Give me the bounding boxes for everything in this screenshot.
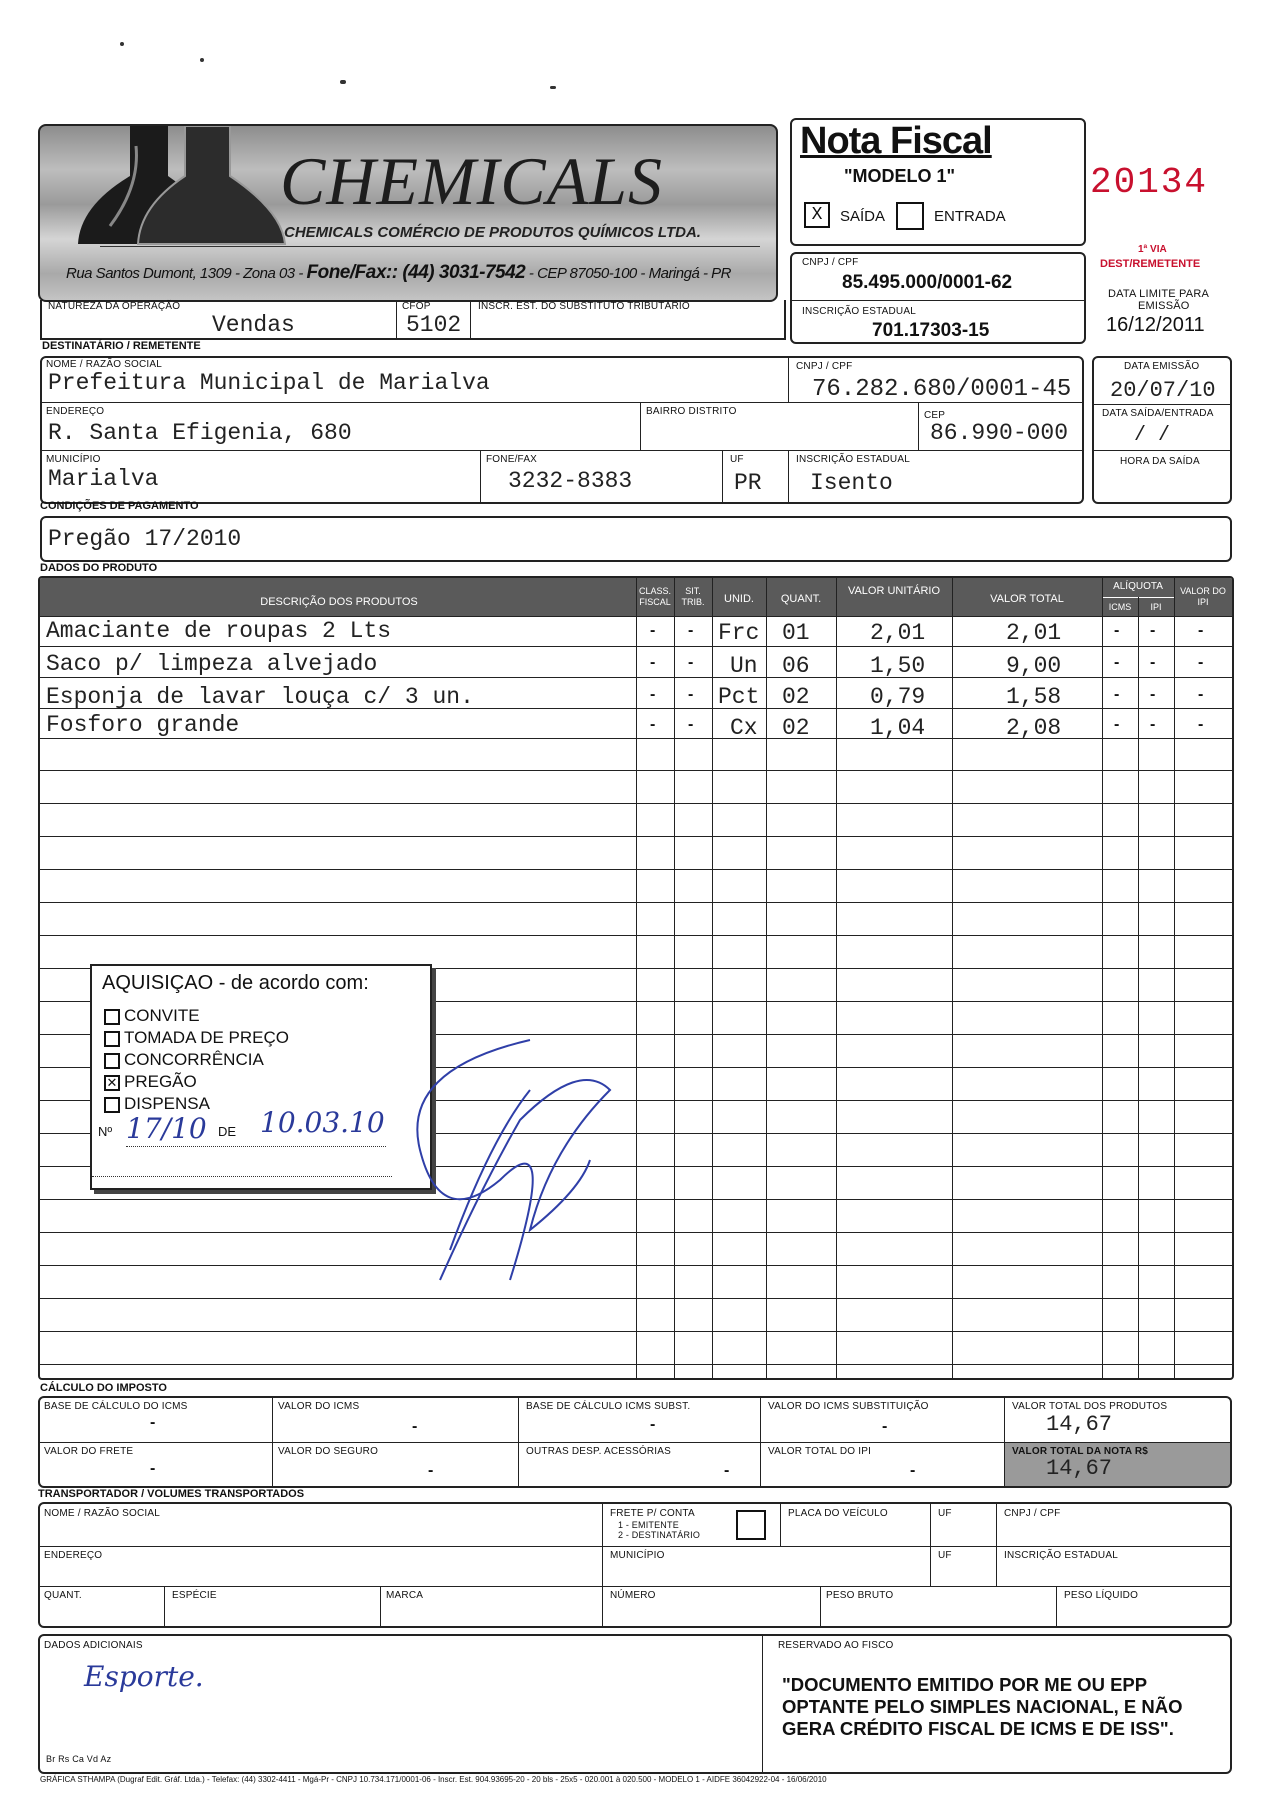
city-value: Marialva bbox=[48, 466, 159, 492]
table-rule bbox=[40, 902, 1232, 903]
header-ipi: IPI bbox=[1150, 602, 1162, 612]
stamp-title: AQUISIÇAO - de acordo com: bbox=[102, 972, 369, 994]
header-unid: UNID. bbox=[724, 593, 754, 605]
product-empty-tax-dash: - bbox=[1150, 654, 1156, 671]
limit-value: 16/12/2011 bbox=[1106, 314, 1205, 336]
total-nota-label: VALOR TOTAL DA NOTA R$ bbox=[1012, 1446, 1149, 1457]
scan-speck bbox=[340, 80, 346, 84]
product-unit: Frc bbox=[718, 620, 760, 646]
stamp-no-value: 17/10 bbox=[126, 1112, 207, 1145]
payment-label: CONDIÇÕES DE PAGAMENTO bbox=[40, 500, 199, 512]
base-subst-value: - bbox=[650, 1416, 656, 1433]
table-rule bbox=[40, 646, 1232, 647]
stamp-option bbox=[104, 1094, 210, 1114]
company-legal-name: CHEMICALS COMÉRCIO DE PRODUTOS QUÍMICOS LTDA. bbox=[284, 224, 701, 241]
transport-number-label: NÚMERO bbox=[610, 1590, 656, 1601]
product-qty: 02 bbox=[782, 715, 810, 741]
nota-model: "MODELO 1" bbox=[844, 166, 956, 186]
recipient-name-label: NOME / RAZÃO SOCIAL bbox=[46, 359, 163, 370]
frete-value: - bbox=[150, 1460, 156, 1477]
address-prefix: Rua Santos Dumont, 1309 - Zona 03 - bbox=[66, 265, 307, 282]
base-icms-value: - bbox=[150, 1414, 156, 1431]
table-rule bbox=[40, 1298, 1232, 1299]
stamp-option-checkbox[interactable] bbox=[104, 1031, 120, 1047]
table-rule bbox=[40, 935, 1232, 936]
recipient-address-label: ENDEREÇO bbox=[46, 406, 105, 417]
product-empty-tax-dash: - bbox=[650, 686, 656, 703]
product-empty-tax-dash: - bbox=[688, 654, 694, 671]
net-weight-label: PESO LÍQUIDO bbox=[1064, 1590, 1139, 1601]
transport-section-label: TRANSPORTADOR / VOLUMES TRANSPORTADOS bbox=[38, 1488, 305, 1500]
transport-brand-label: MARCA bbox=[386, 1590, 424, 1601]
via-label-1: 1ª VIA bbox=[1138, 244, 1167, 255]
table-rule bbox=[40, 1331, 1232, 1332]
product-empty-tax-dash: - bbox=[650, 654, 656, 671]
nota-fiscal-box bbox=[790, 118, 1086, 246]
transport-uf-label: UF bbox=[938, 1508, 952, 1519]
table-rule bbox=[40, 836, 1232, 837]
recipient-address: R. Santa Efigenia, 680 bbox=[48, 420, 352, 446]
product-empty-tax-dash: - bbox=[650, 716, 656, 733]
city-label: MUNICÍPIO bbox=[46, 454, 101, 465]
tax-section-label: CÁLCULO DO IMPOSTO bbox=[40, 1382, 167, 1394]
transport-qty-label: QUANT. bbox=[44, 1590, 82, 1601]
header-sit-trib: SIT. TRIB. bbox=[681, 586, 705, 607]
entrada-checkbox[interactable] bbox=[896, 202, 924, 230]
product-empty-tax-dash: - bbox=[688, 716, 694, 733]
emission-label: DATA EMISSÃO bbox=[1124, 361, 1200, 372]
product-empty-tax-dash: - bbox=[1114, 716, 1120, 733]
product-desc: Fosforo grande bbox=[46, 712, 240, 738]
outras-value: - bbox=[724, 1462, 730, 1479]
subst-label: INSCR. EST. DO SUBSTITUTO TRIBUTÁRIO bbox=[478, 301, 690, 312]
product-qty: 01 bbox=[782, 620, 810, 646]
address-suffix: - CEP 87050-100 - Maringá - PR bbox=[525, 265, 731, 282]
additional-box bbox=[38, 1634, 1232, 1774]
product-desc: Saco p/ limpeza alvejado bbox=[46, 651, 378, 677]
scan-speck bbox=[200, 58, 204, 62]
stamp-date: 10.03.10 bbox=[260, 1106, 385, 1139]
phone-value: 3232-8383 bbox=[508, 468, 633, 494]
stamp-option-label: PREGÃO bbox=[124, 1072, 197, 1091]
hour-label: HORA DA SAÍDA bbox=[1120, 456, 1200, 467]
signature bbox=[380, 1030, 630, 1290]
product-empty-tax-dash: - bbox=[1114, 686, 1120, 703]
additional-label: DADOS ADICIONAIS bbox=[44, 1640, 143, 1651]
exit-value: / / bbox=[1134, 424, 1171, 447]
product-unit-price: 1,04 bbox=[870, 715, 926, 741]
product-total: 1,58 bbox=[1006, 684, 1062, 710]
base-subst-label: BASE DE CÁLCULO ICMS SUBST. bbox=[526, 1401, 691, 1412]
product-unit-price: 2,01 bbox=[870, 620, 926, 646]
header-icms: ICMS bbox=[1108, 602, 1132, 612]
product-empty-tax-dash: - bbox=[1198, 716, 1204, 733]
stamp-option-label: TOMADA DE PREÇO bbox=[124, 1028, 289, 1047]
natureza-label: NATUREZA DA OPERAÇÃO bbox=[48, 301, 181, 312]
table-rule bbox=[40, 803, 1232, 804]
product-total: 9,00 bbox=[1006, 653, 1062, 679]
transport-name-label: NOME / RAZÃO SOCIAL bbox=[44, 1508, 161, 1519]
additional-handwritten: Esporte. bbox=[84, 1660, 204, 1693]
transport-cnpj-label: CNPJ / CPF bbox=[1004, 1508, 1061, 1519]
transport-ie-label: INSCRIÇÃO ESTADUAL bbox=[1004, 1550, 1118, 1561]
product-total: 2,08 bbox=[1006, 715, 1062, 741]
product-empty-tax-dash: - bbox=[1114, 622, 1120, 639]
recipient-section-label: DESTINATÁRIO / REMETENTE bbox=[42, 340, 201, 352]
product-empty-tax-dash: - bbox=[1150, 686, 1156, 703]
base-icms-label: BASE DE CÁLCULO DO ICMS bbox=[44, 1401, 188, 1412]
saida-label: SAÍDA bbox=[840, 208, 886, 225]
frete-label: VALOR DO FRETE bbox=[44, 1446, 134, 1457]
company-address bbox=[66, 262, 731, 284]
stamp-option-checkbox[interactable] bbox=[104, 1097, 120, 1113]
table-rule bbox=[40, 869, 1232, 870]
product-empty-tax-dash: - bbox=[1150, 622, 1156, 639]
stamp-option-label: DISPENSA bbox=[124, 1094, 210, 1113]
outras-label: OUTRAS DESP. ACESSÓRIAS bbox=[526, 1446, 672, 1457]
header-class-fiscal: CLASS. FISCAL bbox=[638, 586, 671, 607]
recipient-cnpj-label: CNPJ / CPF bbox=[796, 361, 853, 372]
cfop-label: CFOP bbox=[402, 301, 431, 312]
scan-speck bbox=[120, 42, 124, 46]
gross-weight-label: PESO BRUTO bbox=[826, 1590, 894, 1601]
emission-value: 20/07/10 bbox=[1110, 378, 1216, 403]
cnpj-value: 85.495.000/0001-62 bbox=[842, 272, 1013, 293]
cnpj-label: CNPJ / CPF bbox=[802, 257, 859, 268]
product-empty-tax-dash: - bbox=[688, 622, 694, 639]
total-produtos-value: 14,67 bbox=[1046, 1412, 1113, 1437]
stamp-option bbox=[104, 1072, 197, 1092]
product-empty-tax-dash: - bbox=[650, 622, 656, 639]
total-nota-value: 14,67 bbox=[1046, 1456, 1113, 1481]
frete-conta-label: FRETE P/ CONTA bbox=[610, 1508, 695, 1519]
product-desc: Esponja de lavar louça c/ 3 un. bbox=[46, 684, 474, 710]
stamp-option bbox=[104, 1050, 264, 1070]
header-aliquota: ALÍQUOTA bbox=[1113, 581, 1163, 592]
placa-label: PLACA DO VEÍCULO bbox=[788, 1508, 888, 1519]
stamp-no-label: Nº bbox=[98, 1124, 113, 1139]
entrada-label: ENTRADA bbox=[934, 208, 1006, 225]
phone-label: FONE/FAX bbox=[486, 454, 538, 465]
transport-address-label: ENDEREÇO bbox=[44, 1550, 103, 1561]
product-empty-tax-dash: - bbox=[1114, 654, 1120, 671]
valor-subst-value: - bbox=[882, 1418, 888, 1435]
saida-checkbox[interactable]: X bbox=[804, 202, 830, 228]
uf-label: UF bbox=[730, 454, 744, 465]
product-qty: 06 bbox=[782, 653, 810, 679]
recipient-name: Prefeitura Municipal de Marialva bbox=[48, 370, 490, 396]
stamp-option bbox=[104, 1006, 200, 1026]
payment-box bbox=[40, 516, 1232, 562]
nota-title: Nota Fiscal bbox=[800, 120, 992, 162]
exit-label: DATA SAÍDA/ENTRADA bbox=[1102, 408, 1214, 419]
operation-row bbox=[40, 300, 786, 340]
header-valor-unit: VALOR UNITÁRIO bbox=[847, 585, 941, 597]
product-unit: Cx bbox=[730, 715, 758, 741]
table-rule bbox=[40, 1199, 1232, 1200]
transport-box bbox=[38, 1502, 1232, 1628]
product-unit-price: 1,50 bbox=[870, 653, 926, 679]
frete-checkbox[interactable] bbox=[736, 1510, 766, 1540]
header-quant: QUANT. bbox=[780, 593, 822, 605]
product-empty-tax-dash: - bbox=[1198, 686, 1204, 703]
valor-subst-label: VALOR DO ICMS SUBSTITUIÇÃO bbox=[768, 1401, 929, 1412]
fisco-label: RESERVADO AO FISCO bbox=[778, 1640, 894, 1651]
product-desc: Amaciante de roupas 2 Lts bbox=[46, 618, 392, 644]
transport-city-label: MUNICÍPIO bbox=[610, 1550, 665, 1561]
products-section-label: DADOS DO PRODUTO bbox=[40, 562, 158, 574]
recipient-cnpj: 76.282.680/0001-45 bbox=[812, 376, 1072, 403]
header-valor-ipi: VALOR DO IPI bbox=[1180, 586, 1226, 607]
valor-icms-label: VALOR DO ICMS bbox=[278, 1401, 360, 1412]
header-desc: DESCRIÇÃO DOS PRODUTOS bbox=[260, 596, 418, 608]
cep-value: 86.990-000 bbox=[930, 420, 1069, 446]
table-rule bbox=[40, 1232, 1232, 1233]
cep-label: CEP bbox=[924, 410, 946, 421]
total-produtos-label: VALOR TOTAL DOS PRODUTOS bbox=[1012, 1401, 1168, 1412]
ie-value: 701.17303-15 bbox=[872, 320, 990, 341]
product-empty-tax-dash: - bbox=[1198, 654, 1204, 671]
stamp-de-label: DE bbox=[218, 1124, 237, 1139]
product-empty-tax-dash: - bbox=[1198, 622, 1204, 639]
ie-label: INSCRIÇÃO ESTADUAL bbox=[802, 306, 916, 317]
company-phone: Fone/Fax:: (44) 3031-7542 bbox=[306, 262, 526, 283]
table-rule bbox=[40, 1364, 1232, 1365]
transport-uf2-label: UF bbox=[938, 1550, 952, 1561]
table-rule bbox=[40, 1265, 1232, 1266]
payment-value: Pregão 17/2010 bbox=[48, 526, 242, 552]
product-unit-price: 0,79 bbox=[870, 684, 926, 710]
flask-logo-icon bbox=[70, 126, 290, 246]
product-unit: Un bbox=[730, 653, 758, 679]
uf-value: PR bbox=[734, 470, 762, 496]
valor-icms-value: - bbox=[412, 1418, 418, 1435]
seguro-value: - bbox=[428, 1462, 434, 1479]
simples-notice: "DOCUMENTO EMITIDO POR ME OU EPP OPTANTE PELO SIMPLES NACIONAL, E NÃO GERA CRÉDITO FISCAL DE ICMS E DE ISS". bbox=[782, 1674, 1183, 1739]
natureza-value: Vendas bbox=[212, 312, 295, 338]
stamp-option-checkbox[interactable] bbox=[104, 1053, 120, 1069]
dates-box bbox=[1092, 356, 1232, 504]
header-valor-total: VALOR TOTAL bbox=[990, 593, 1064, 605]
additional-initials: Br Rs Ca Vd Az bbox=[46, 1754, 112, 1764]
nota-number: 20134 bbox=[1090, 162, 1209, 203]
printer-footer: GRÁFICA STHAMPA (Dugraf Edit. Gráf. Ltda.) - Telefax: (44) 3302-4411 - Mgá-Pr - CNPJ 10.734.171/0001-06 - Inscr. Est. 904.93695-20 - 20 bls - 25x5 - 020.001 à 020.500 - MODELO 1 - AIDFE 36042922-04 - 16/06/2010 bbox=[40, 1775, 827, 1784]
cfop-value: 5102 bbox=[406, 312, 462, 338]
stamp-option-checkbox[interactable]: ✕ bbox=[104, 1075, 120, 1091]
company-name: CHEMICALS bbox=[280, 143, 663, 219]
ipi-total-value: - bbox=[910, 1462, 916, 1479]
bairro-label: BAIRRO DISTRITO bbox=[646, 406, 737, 417]
company-header bbox=[38, 124, 778, 302]
product-total: 2,01 bbox=[1006, 620, 1062, 646]
stamp-option-label: CONCORRÊNCIA bbox=[124, 1050, 264, 1069]
product-qty: 02 bbox=[782, 684, 810, 710]
recipient-ie: Isento bbox=[810, 470, 893, 496]
issuer-ids-box bbox=[790, 252, 1086, 344]
transport-species-label: ESPÉCIE bbox=[172, 1590, 217, 1601]
table-rule bbox=[40, 616, 1232, 617]
recipient-ie-label: INSCRIÇÃO ESTADUAL bbox=[796, 454, 910, 465]
stamp-option-checkbox[interactable] bbox=[104, 1009, 120, 1025]
via-label-2: DEST/REMETENTE bbox=[1100, 258, 1201, 270]
ipi-total-label: VALOR TOTAL DO IPI bbox=[768, 1446, 872, 1457]
stamp-option-label: CONVITE bbox=[124, 1006, 200, 1025]
frete-opt2: 2 - DESTINATÁRIO bbox=[618, 1530, 701, 1540]
stamp-option bbox=[104, 1028, 289, 1048]
limit-label-1: DATA LIMITE PARA bbox=[1108, 288, 1209, 300]
product-empty-tax-dash: - bbox=[1150, 716, 1156, 733]
frete-opt1: 1 - EMITENTE bbox=[618, 1520, 679, 1530]
tax-box bbox=[38, 1396, 1232, 1488]
table-rule bbox=[40, 770, 1232, 771]
seguro-label: VALOR DO SEGURO bbox=[278, 1446, 379, 1457]
limit-label-2: EMISSÃO bbox=[1138, 300, 1190, 312]
product-empty-tax-dash: - bbox=[688, 686, 694, 703]
recipient-box bbox=[40, 356, 1084, 504]
product-unit: Pct bbox=[718, 684, 760, 710]
scan-speck bbox=[550, 86, 556, 89]
